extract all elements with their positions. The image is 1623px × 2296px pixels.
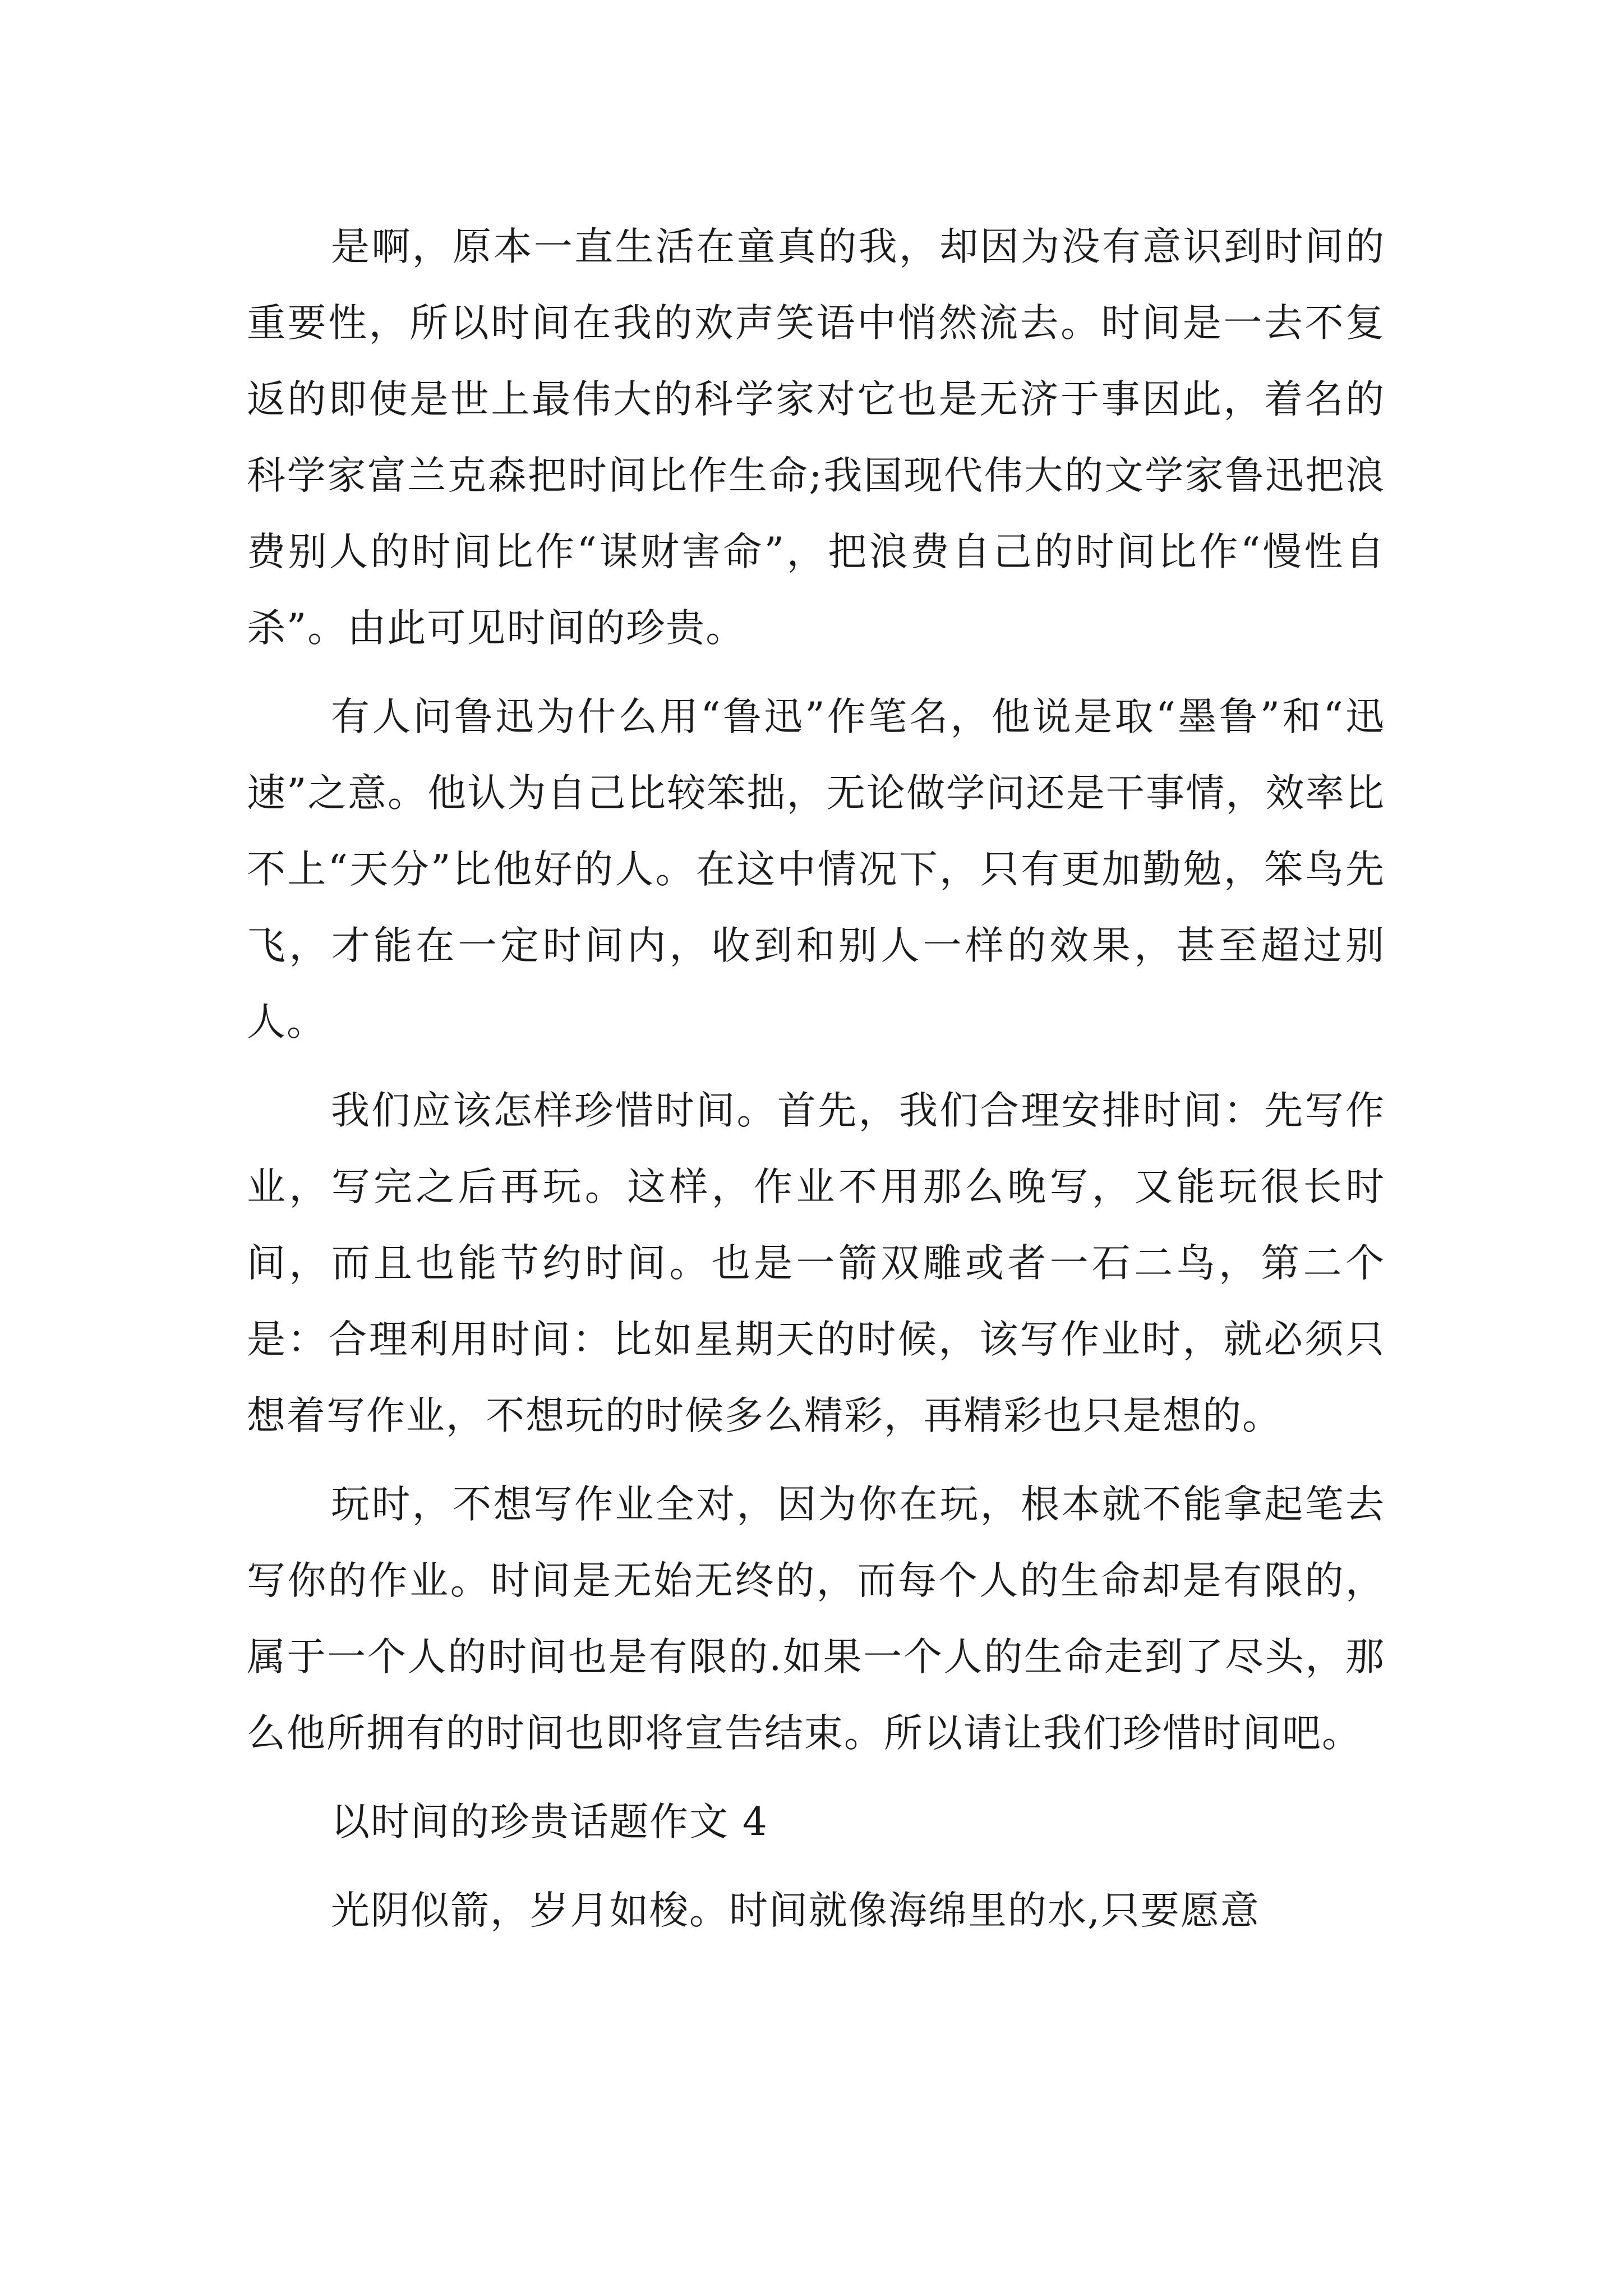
paragraph-2: 有人问鲁迅为什么用“鲁迅”作笔名，他说是取“墨鲁”和“迅速”之意。他认为自己比较笨拙，无论做学问还是干事情，效率比不上“天分”比他好的人。在这中情况下，只有更加勤勉，笨鸟先飞，才能在一定时间内，收到和别人一样的效果，甚至超过别人。: [247, 694, 1385, 1045]
essay-heading: 以时间的珍贵话题作文 4: [331, 1800, 768, 1844]
paragraph-1: 是啊，原本一直生活在童真的我，却因为没有意识到时间的重要性，所以时间在我的欢声笑语中悄然流去。时间是一去不复返的即使是世上最伟大的科学家对它也是无济于事因此，着名的科学家富兰克森把时间比作生命;我国现代伟大的文学家鲁迅把浪费别人的时间比作“谋财害命”，把浪费自己的时间比作“慢性自杀”。由此可见时间的珍贵。: [247, 224, 1385, 651]
paragraph-3: 我们应该怎样珍惜时间。首先，我们合理安排时间：先写作业，写完之后再玩。这样，作业不用那么晚写，又能玩很长时间，而且也能节约时间。也是一箭双雕或者一石二鸟，第二个是：合理利用时间：比如星期天的时候，该写作业时，就必须只想着写作业，不想玩的时候多么精彩，再精彩也只是想的。: [247, 1088, 1385, 1438]
document-page: [247, 209, 1385, 1949]
paragraph-4: 玩时，不想写作业全对，因为你在玩，根本就不能拿起笔去写你的作业。时间是无始无终的，而每个人的生命却是有限的，属于一个人的时间也是有限的.如果一个人的生命走到了尽头，那么他所拥有的时间也即将宣告结束。所以请让我们珍惜时间吧。: [247, 1482, 1385, 1756]
paragraph-5: 光阴似箭，岁月如梭。时间就像海绵里的水,只要愿意: [331, 1888, 1260, 1933]
